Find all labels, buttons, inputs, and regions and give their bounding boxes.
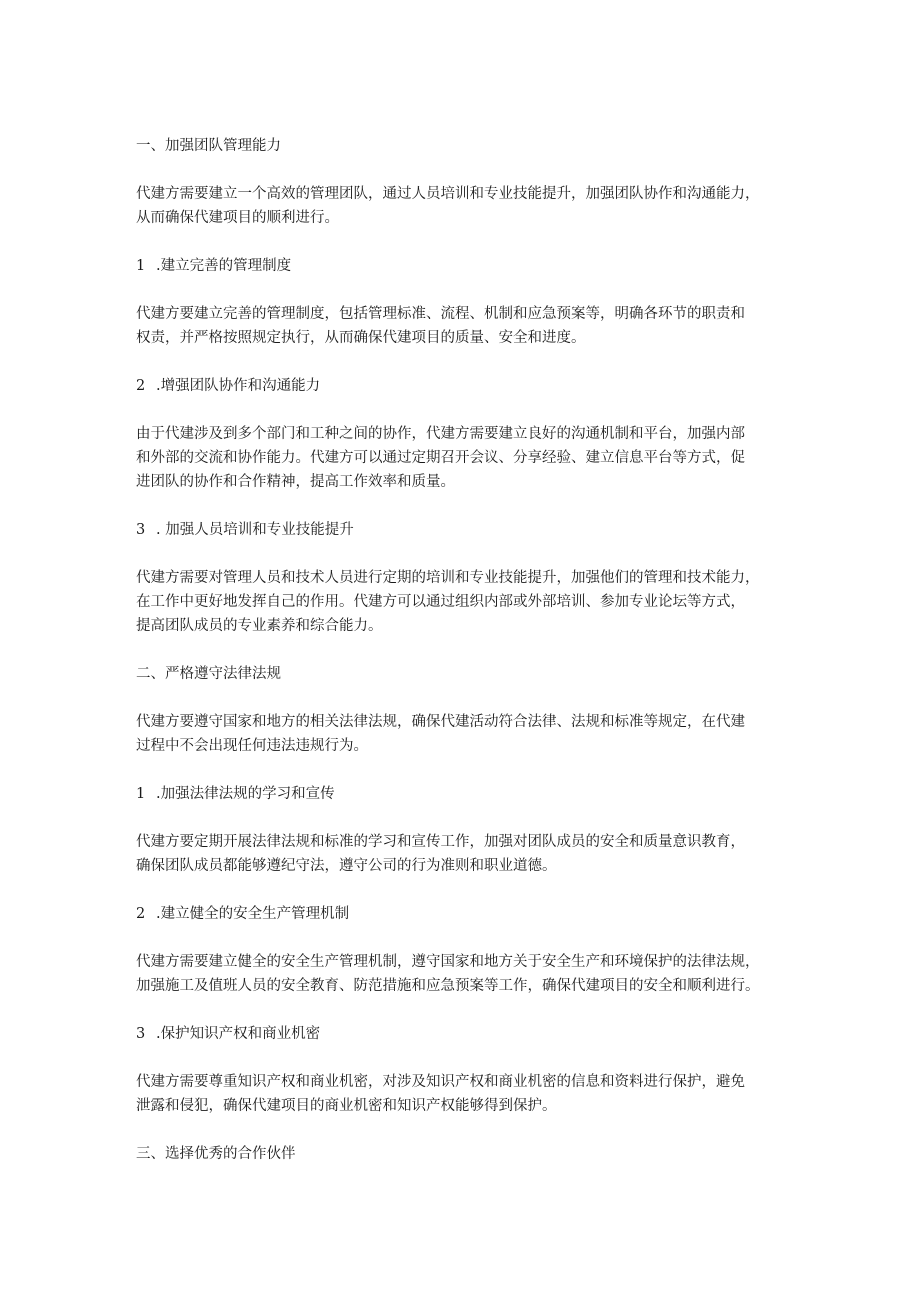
section-heading: 三、选择优秀的合作伙伴	[136, 1146, 296, 1162]
paragraph: 由于代建涉及到多个部门和工种之间的协作，代建方需要建立良好的沟通机制和平台，加强内部 和外部的交流和协作能力。代建方可以通过定期召开会议、分享经验、建立信息平台等方式，促 进团队的协作和合作精神，提高工作效率和质量。	[136, 426, 745, 490]
section-heading: 一、加强团队管理能力	[136, 138, 281, 154]
subsection-heading: 1 .建立完善的管理制度	[136, 258, 292, 274]
paragraph: 代建方要遵守国家和地方的相关法律法规，确保代建活动符合法律、法规和标准等规定，在代建 过程中不会出现任何违法违规行为。	[136, 714, 745, 754]
document-body	[136, 134, 816, 1166]
subsection-heading: 1 .加强法律法规的学习和宣传	[136, 786, 335, 802]
subsection-heading: 3 . 加强人员培训和专业技能提升	[136, 522, 354, 538]
paragraph: 代建方需要建立健全的安全生产管理机制，遵守国家和地方关于安全生产和环境保护的法律法规， 加强施工及值班人员的安全教育、防范措施和应急预案等工作，确保代建项目的安全和顺利进行。	[136, 954, 760, 994]
paragraph: 代建方要建立完善的管理制度，包括管理标准、流程、机制和应急预案等，明确各环节的职责和 权责，并严格按照规定执行，从而确保代建项目的质量、安全和进度。	[136, 306, 745, 346]
subsection-heading: 3 .保护知识产权和商业机密	[136, 1026, 321, 1042]
section-heading: 二、严格遵守法律法规	[136, 666, 281, 682]
paragraph: 代建方需要尊重知识产权和商业机密，对涉及知识产权和商业机密的信息和资料进行保护，避免 泄露和侵犯，确保代建项目的商业机密和知识产权能够得到保护。	[136, 1074, 745, 1114]
subsection-heading: 2 .增强团队协作和沟通能力	[136, 378, 321, 394]
paragraph: 代建方要定期开展法律法规和标准的学习和宣传工作，加强对团队成员的安全和质量意识教育， 确保团队成员都能够遵纪守法，遵守公司的行为准则和职业道德。	[136, 834, 745, 874]
paragraph: 代建方需要建立一个高效的管理团队，通过人员培训和专业技能提升，加强团队协作和沟通能力， 从而确保代建项目的顺利进行。	[136, 186, 760, 226]
subsection-heading: 2 .建立健全的安全生产管理机制	[136, 906, 350, 922]
paragraph: 代建方需要对管理人员和技术人员进行定期的培训和专业技能提升，加强他们的管理和技术能力， 在工作中更好地发挥自己的作用。代建方可以通过组织内部或外部培训、参加专业论坛等方式， 提高团队成员的专业素养和综合能力。	[136, 570, 760, 634]
